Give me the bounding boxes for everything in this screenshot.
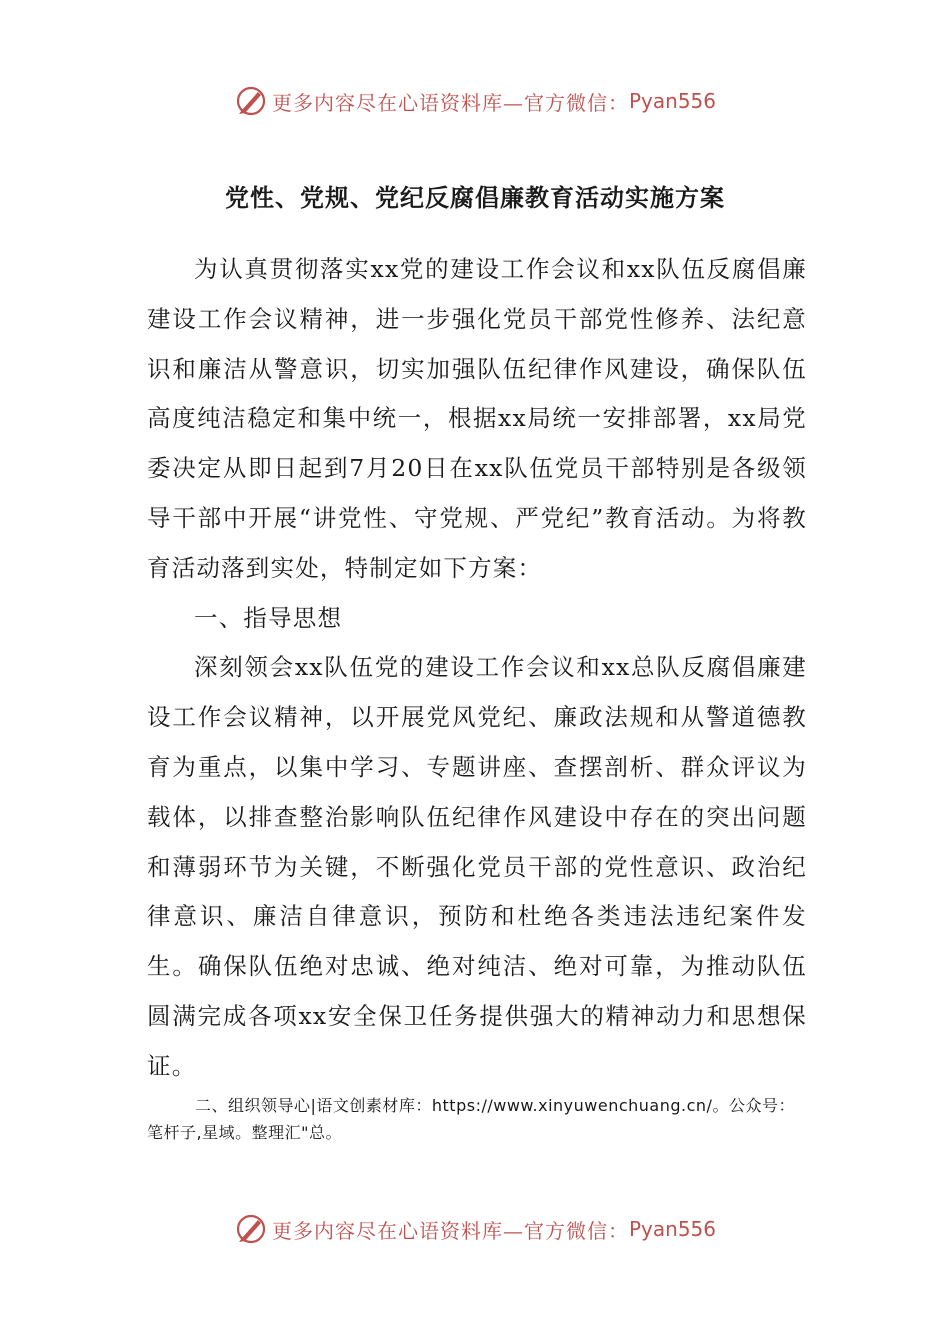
- watermark-text: 更多内容尽在心语资料库—官方微信：: [271, 90, 629, 115]
- paragraph-intro: 为认真贯彻落实xx党的建设工作会议和xx队伍反腐倡廉建设工作会议精神，进一步强化党员干部党性修养、法纪意识和廉洁从警意识，切实加强队伍纪律作风建设，确保队伍高度纯洁稳定和集中统一，根据xx局统一安排部署，xx局党委决定从即日起到7月20日在xx队伍党员干部特别是各级领导干部中开展“讲党性、守党规、严党纪”教育活动。为将教育活动落到实处，特制定如下方案：: [147, 255, 807, 582]
- paragraph-guiding-ideology: 深刻领会xx队伍党的建设工作会议和xx总队反腐倡廉建设工作会议精神，以开展党风党纪、廉政法规和从警道德教育为重点，以集中学习、专题讲座、查摆剖析、群众评议为载体，以排查整治影响队伍纪律作风建设中存在的突出问题和薄弱环节为关键，不断强化党员干部的党性意识、政治纪律意识、廉洁自律意识，预防和杜绝各类违法违纪案件发生。确保队伍绝对忠诚、绝对纯洁、绝对可靠，为推动队伍圆满完成各项xx安全保卫任务提供强大的精神动力和思想保证。: [147, 653, 807, 1080]
- watermark-footer: [0, 1212, 950, 1246]
- pen-logo-icon: [234, 1212, 268, 1246]
- watermark-wechat-id: Pyan556: [628, 1217, 716, 1241]
- document-title: 党性、党规、党纪反腐倡廉教育活动实施方案: [225, 183, 725, 212]
- pen-logo-icon: [234, 84, 268, 118]
- watermark-header: [0, 84, 950, 118]
- watermark-text: 更多内容尽在心语资料库—官方微信：: [271, 1218, 629, 1243]
- document-body: [147, 245, 807, 1146]
- section-heading-guiding-ideology: 一、指导思想: [194, 603, 343, 632]
- watermark-wechat-id: Pyan556: [628, 89, 716, 113]
- footnote-source: 二、组织领导心|语文创素材库：https://www.xinyuwenchuang.cn/。公众号：笔杆子,星域。整理汇"总。: [147, 1095, 795, 1142]
